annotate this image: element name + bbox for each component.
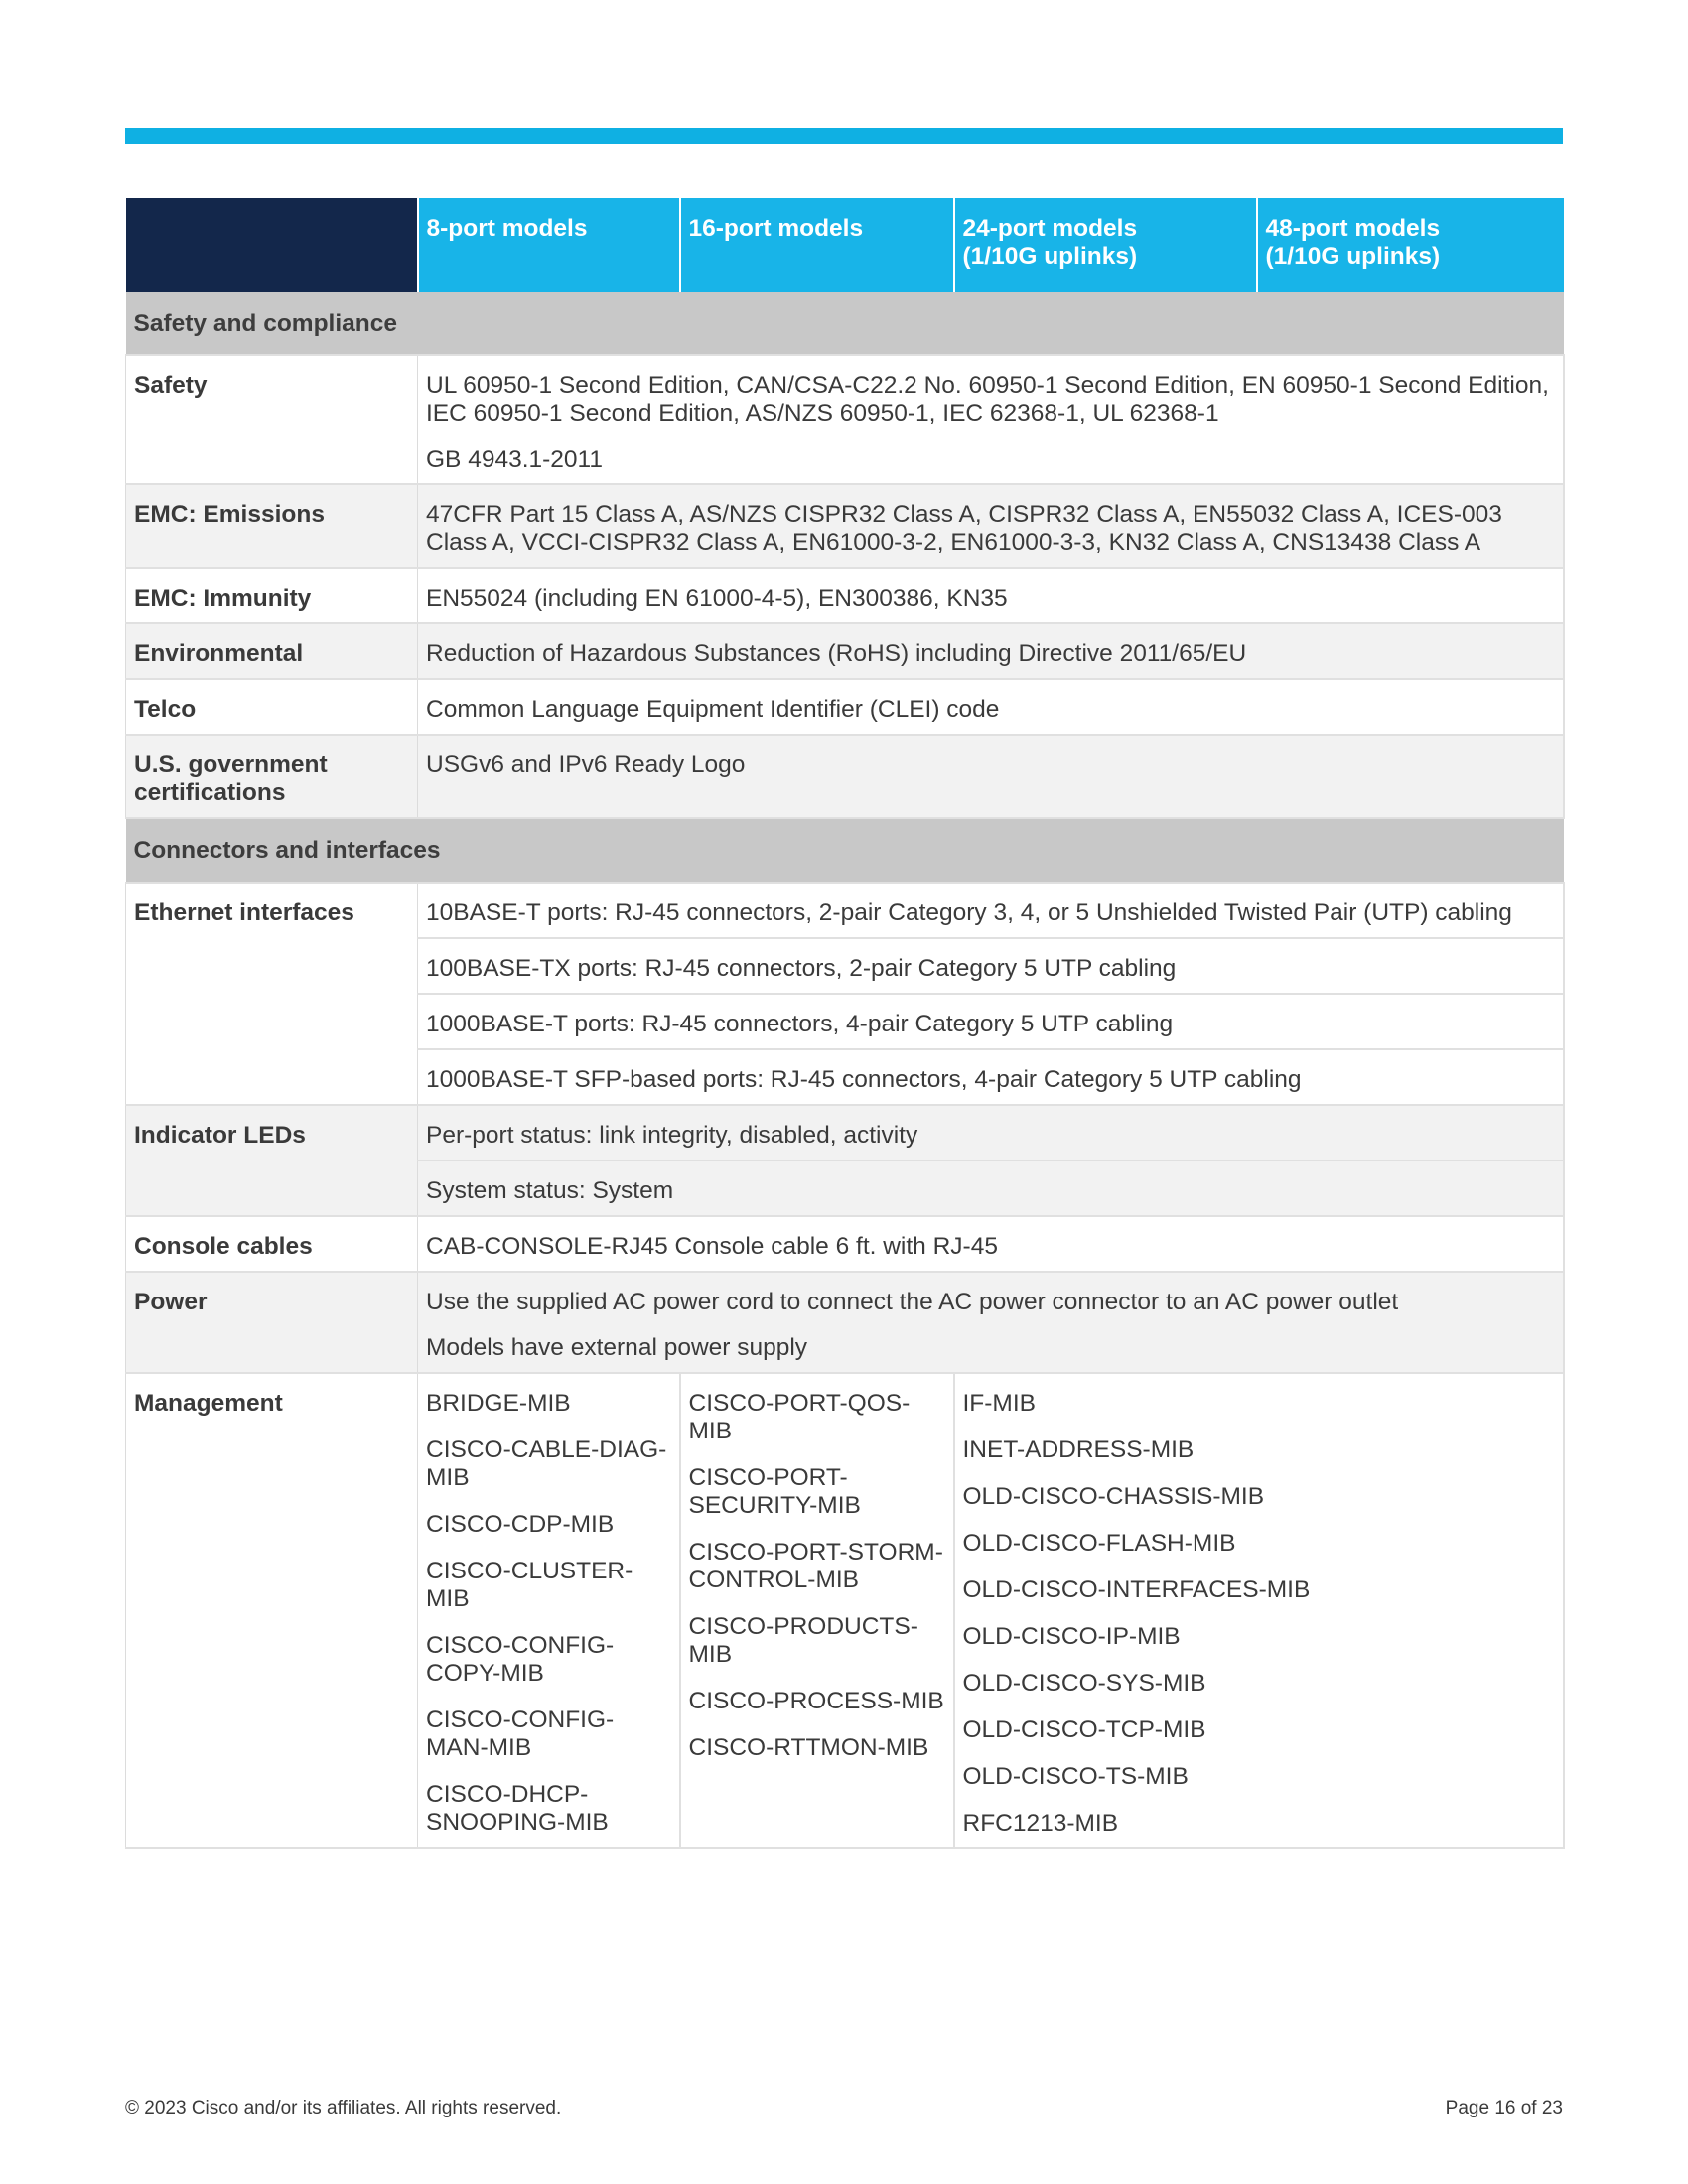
mib-item: CISCO-PROCESS-MIB <box>688 1688 944 1714</box>
row-value: Common Language Equipment Identifier (CLEI) code <box>418 679 1564 735</box>
row-label: EMC: Emissions <box>126 484 418 568</box>
row-environmental <box>126 623 1564 679</box>
section-safety-compliance: Safety and compliance <box>126 292 1564 355</box>
header-8-port: 8-port models <box>418 198 680 292</box>
row-label: Indicator LEDs <box>126 1105 418 1216</box>
footer-page-number: Page 16 of 23 <box>1445 2098 1563 2118</box>
mib-item: CISCO-CDP-MIB <box>426 1511 615 1538</box>
row-value: Use the supplied AC power cord to connect the AC power connector to an AC power outlet Models have external power supply <box>418 1272 1564 1373</box>
mib-item: OLD-CISCO-INTERFACES-MIB <box>962 1576 1311 1603</box>
mib-item: BRIDGE-MIB <box>426 1390 571 1417</box>
row-indicator-leds <box>126 1105 1564 1160</box>
row-value: EN55024 (including EN 61000-4-5), EN300386, KN35 <box>418 568 1564 623</box>
mib-item: CISCO-PORT-QOS-MIB <box>688 1390 911 1444</box>
header-corner <box>126 198 418 292</box>
row-us-government <box>126 735 1564 818</box>
mib-item: CISCO-DHCP-SNOOPING-MIB <box>426 1781 609 1836</box>
mib-item: CISCO-CLUSTER-MIB <box>426 1558 633 1612</box>
header-48-port: 48-port models (1/10G uplinks) <box>1257 198 1564 292</box>
header-24-port: 24-port models (1/10G uplinks) <box>954 198 1257 292</box>
mib-item: OLD-CISCO-FLASH-MIB <box>962 1530 1236 1557</box>
row-value: 100BASE-TX ports: RJ-45 connectors, 2-pair Category 5 UTP cabling <box>418 938 1564 994</box>
mib-column-1 <box>418 1373 680 1848</box>
row-emc-immunity <box>126 568 1564 623</box>
mib-column-2 <box>680 1373 954 1848</box>
mib-item: CISCO-CABLE-DIAG-MIB <box>426 1436 667 1491</box>
row-ethernet <box>126 883 1564 938</box>
footer-copyright: © 2023 Cisco and/or its affiliates. All rights reserved. <box>125 2098 562 2118</box>
row-value: Reduction of Hazardous Substances (RoHS) including Directive 2011/65/EU <box>418 623 1564 679</box>
row-power <box>126 1272 1564 1373</box>
row-label: Ethernet interfaces <box>126 883 418 1105</box>
mib-item: OLD-CISCO-CHASSIS-MIB <box>962 1483 1265 1510</box>
header-16-port: 16-port models <box>680 198 954 292</box>
mib-item: CISCO-CONFIG-MAN-MIB <box>426 1706 615 1761</box>
mib-item: CISCO-RTTMON-MIB <box>688 1734 929 1761</box>
row-value: 1000BASE-T SFP-based ports: RJ-45 connectors, 4-pair Category 5 UTP cabling <box>418 1049 1564 1105</box>
row-value: 47CFR Part 15 Class A, AS/NZS CISPR32 Class A, CISPR32 Class A, EN55032 Class A, ICES-003 Class A, VCCI-CISPR32 Class A, EN61000-3-2, EN61000-3-3, KN32 Class A, CNS13438 Class A <box>418 484 1564 568</box>
mib-item: RFC1213-MIB <box>962 1810 1119 1837</box>
mib-item: IF-MIB <box>962 1390 1036 1417</box>
mib-item: OLD-CISCO-TCP-MIB <box>962 1716 1206 1743</box>
row-label: Safety <box>126 355 418 484</box>
row-label: Console cables <box>126 1216 418 1272</box>
spec-table <box>125 198 1565 1849</box>
row-value: Per-port status: link integrity, disabled, activity <box>418 1105 1564 1160</box>
mib-item: CISCO-PORT-STORM-CONTROL-MIB <box>688 1539 943 1593</box>
mib-item: CISCO-PORT-SECURITY-MIB <box>688 1464 861 1519</box>
mib-item: OLD-CISCO-IP-MIB <box>962 1623 1181 1650</box>
row-value: 1000BASE-T ports: RJ-45 connectors, 4-pair Category 5 UTP cabling <box>418 994 1564 1049</box>
table-header-row <box>126 198 1564 292</box>
row-label: Power <box>126 1272 418 1373</box>
row-value: System status: System <box>418 1160 1564 1216</box>
row-label: EMC: Immunity <box>126 568 418 623</box>
mib-item: CISCO-PRODUCTS-MIB <box>688 1613 918 1668</box>
row-value: UL 60950-1 Second Edition, CAN/CSA-C22.2 No. 60950-1 Second Edition, EN 60950-1 Second Edition, IEC 60950-1 Second Edition, AS/NZS 60950-1, IEC 62368-1, UL 62368-1 GB 4943.1-2011 <box>418 355 1564 484</box>
row-label: Telco <box>126 679 418 735</box>
mib-item: INET-ADDRESS-MIB <box>962 1436 1195 1463</box>
row-label: Management <box>126 1373 418 1848</box>
mib-item: OLD-CISCO-TS-MIB <box>962 1763 1189 1790</box>
row-telco <box>126 679 1564 735</box>
row-value: CAB-CONSOLE-RJ45 Console cable 6 ft. with RJ-45 <box>418 1216 1564 1272</box>
row-value: 10BASE-T ports: RJ-45 connectors, 2-pair Category 3, 4, or 5 Unshielded Twisted Pair (UTP) cabling <box>418 883 1564 938</box>
row-emc-emissions <box>126 484 1564 568</box>
top-accent-bar <box>125 128 1563 144</box>
row-label: U.S. government certifications <box>126 735 418 818</box>
mib-column-3 <box>954 1373 1564 1848</box>
row-label: Environmental <box>126 623 418 679</box>
row-safety <box>126 355 1564 484</box>
section-connectors-interfaces: Connectors and interfaces <box>126 818 1564 883</box>
row-console-cables <box>126 1216 1564 1272</box>
mib-item: OLD-CISCO-SYS-MIB <box>962 1670 1206 1697</box>
row-value: USGv6 and IPv6 Ready Logo <box>418 735 1564 818</box>
mib-item: CISCO-CONFIG-COPY-MIB <box>426 1632 615 1687</box>
row-management <box>126 1373 1564 1848</box>
